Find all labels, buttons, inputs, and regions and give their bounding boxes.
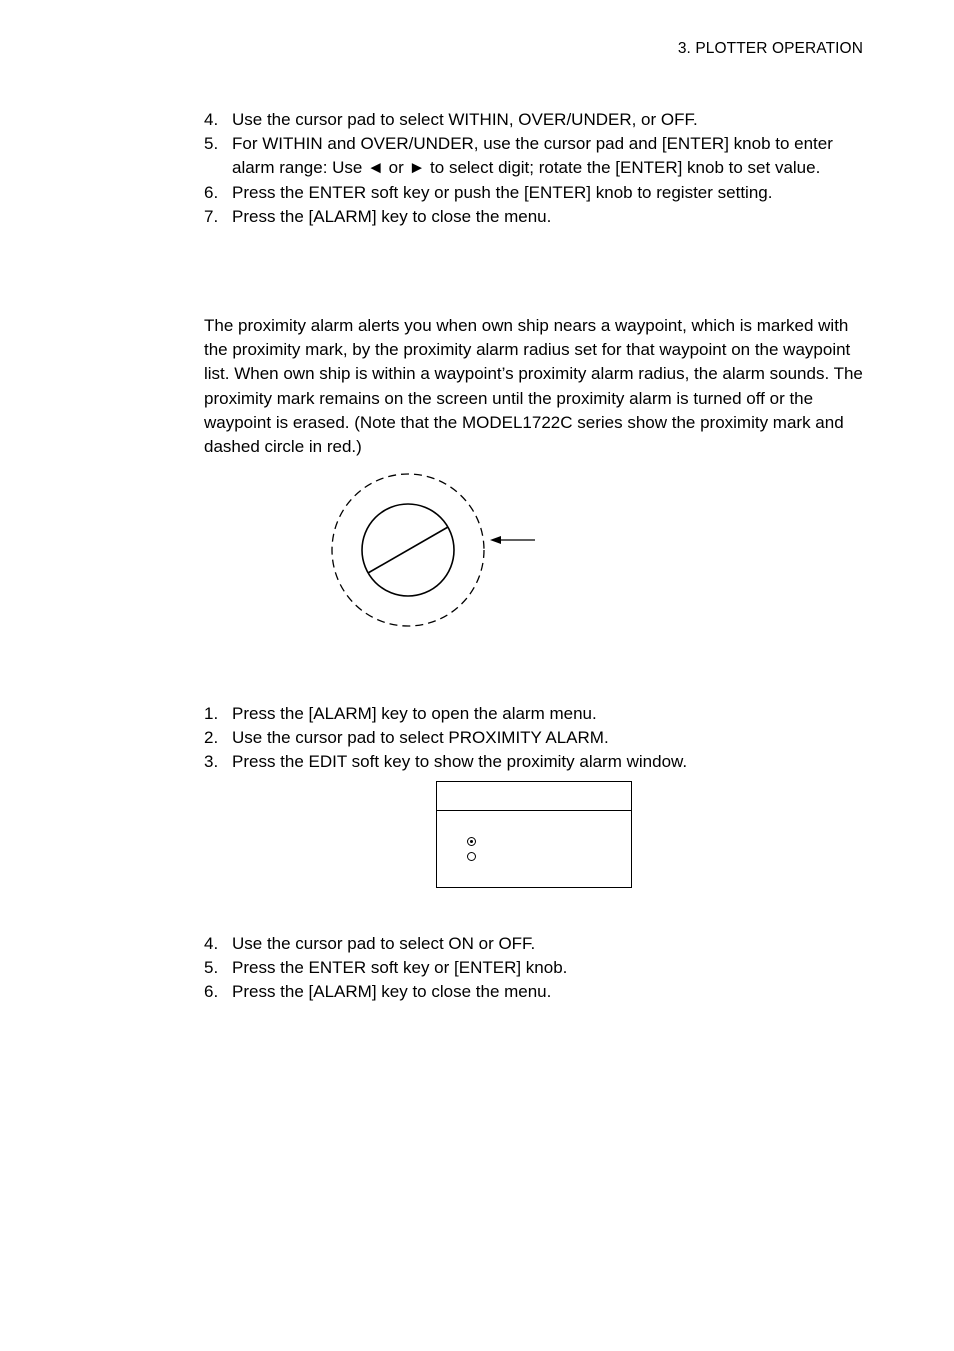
step-number: 7. (204, 206, 219, 226)
window-title-bar (437, 782, 631, 811)
step-text: Press the ENTER soft key or [ENTER] knob. (232, 958, 568, 978)
radio-option-off[interactable] (467, 852, 476, 861)
step-number: 6. (204, 982, 219, 1002)
proximity-alarm-window (436, 781, 632, 888)
step-item (204, 181, 864, 205)
step-list-alarm-range (204, 108, 864, 229)
radio-option-on[interactable] (467, 837, 476, 846)
step-text: Press the [ALARM] key to close the menu. (232, 982, 552, 1002)
step-list-proximity-set (204, 932, 567, 1005)
step-list-proximity-open (204, 702, 687, 775)
step-number: 4. (204, 934, 219, 953)
step-item (204, 205, 864, 229)
step-text: Use the cursor pad to select WITHIN, OVER/UNDER, or OFF. (232, 110, 698, 129)
step-item (204, 132, 864, 180)
step-item (204, 108, 864, 132)
proximity-mark-figure (320, 465, 550, 635)
step-number: 5. (204, 958, 219, 978)
step-item (204, 702, 687, 726)
step-number: 2. (204, 728, 219, 748)
step-number: 3. (204, 752, 219, 772)
step-number: 6. (204, 182, 219, 202)
step-item (204, 750, 687, 774)
step-item (204, 980, 567, 1004)
step-text: Press the ENTER soft key or push the [ENTER] knob to register setting. (232, 182, 773, 202)
step-item (204, 932, 567, 956)
step-text: Use the cursor pad to select PROXIMITY ALARM. (232, 728, 609, 748)
step-number: 4. (204, 110, 219, 129)
step-number: 1. (204, 704, 219, 723)
step-number: 5. (204, 134, 219, 154)
step-item (204, 726, 687, 750)
step-text: Press the EDIT soft key to show the proximity alarm window. (232, 752, 688, 772)
step-text: Use the cursor pad to select ON or OFF. (232, 934, 536, 953)
step-text: Press the [ALARM] key to close the menu. (232, 206, 552, 226)
running-header: 3. PLOTTER OPERATION (677, 40, 863, 57)
step-item (204, 956, 567, 980)
pointer-arrowhead-icon (490, 536, 501, 544)
step-text: For WITHIN and OVER/UNDER, use the cursor pad and [ENTER] knob to enter alarm range: Use ◄ or ► to select digit; rotate the [ENTER] knob to set value. (232, 134, 833, 178)
step-text: Press the [ALARM] key to open the alarm menu. (232, 704, 597, 723)
proximity-alarm-description: The proximity alarm alerts you when own ship nears a waypoint, which is marked with the proximity mark, by the proximity alarm radius set for that waypoint on the waypoint list. When own ship is within a waypoint’s proximity alarm radius, the alarm sounds. The proximity mark remains on the screen until the proximity alarm is turned off or the waypoint is erased. (Note that the MODEL1722C series show the proximity mark and dashed circle in red.) (204, 316, 863, 457)
proximity-mark-slash (368, 527, 448, 573)
